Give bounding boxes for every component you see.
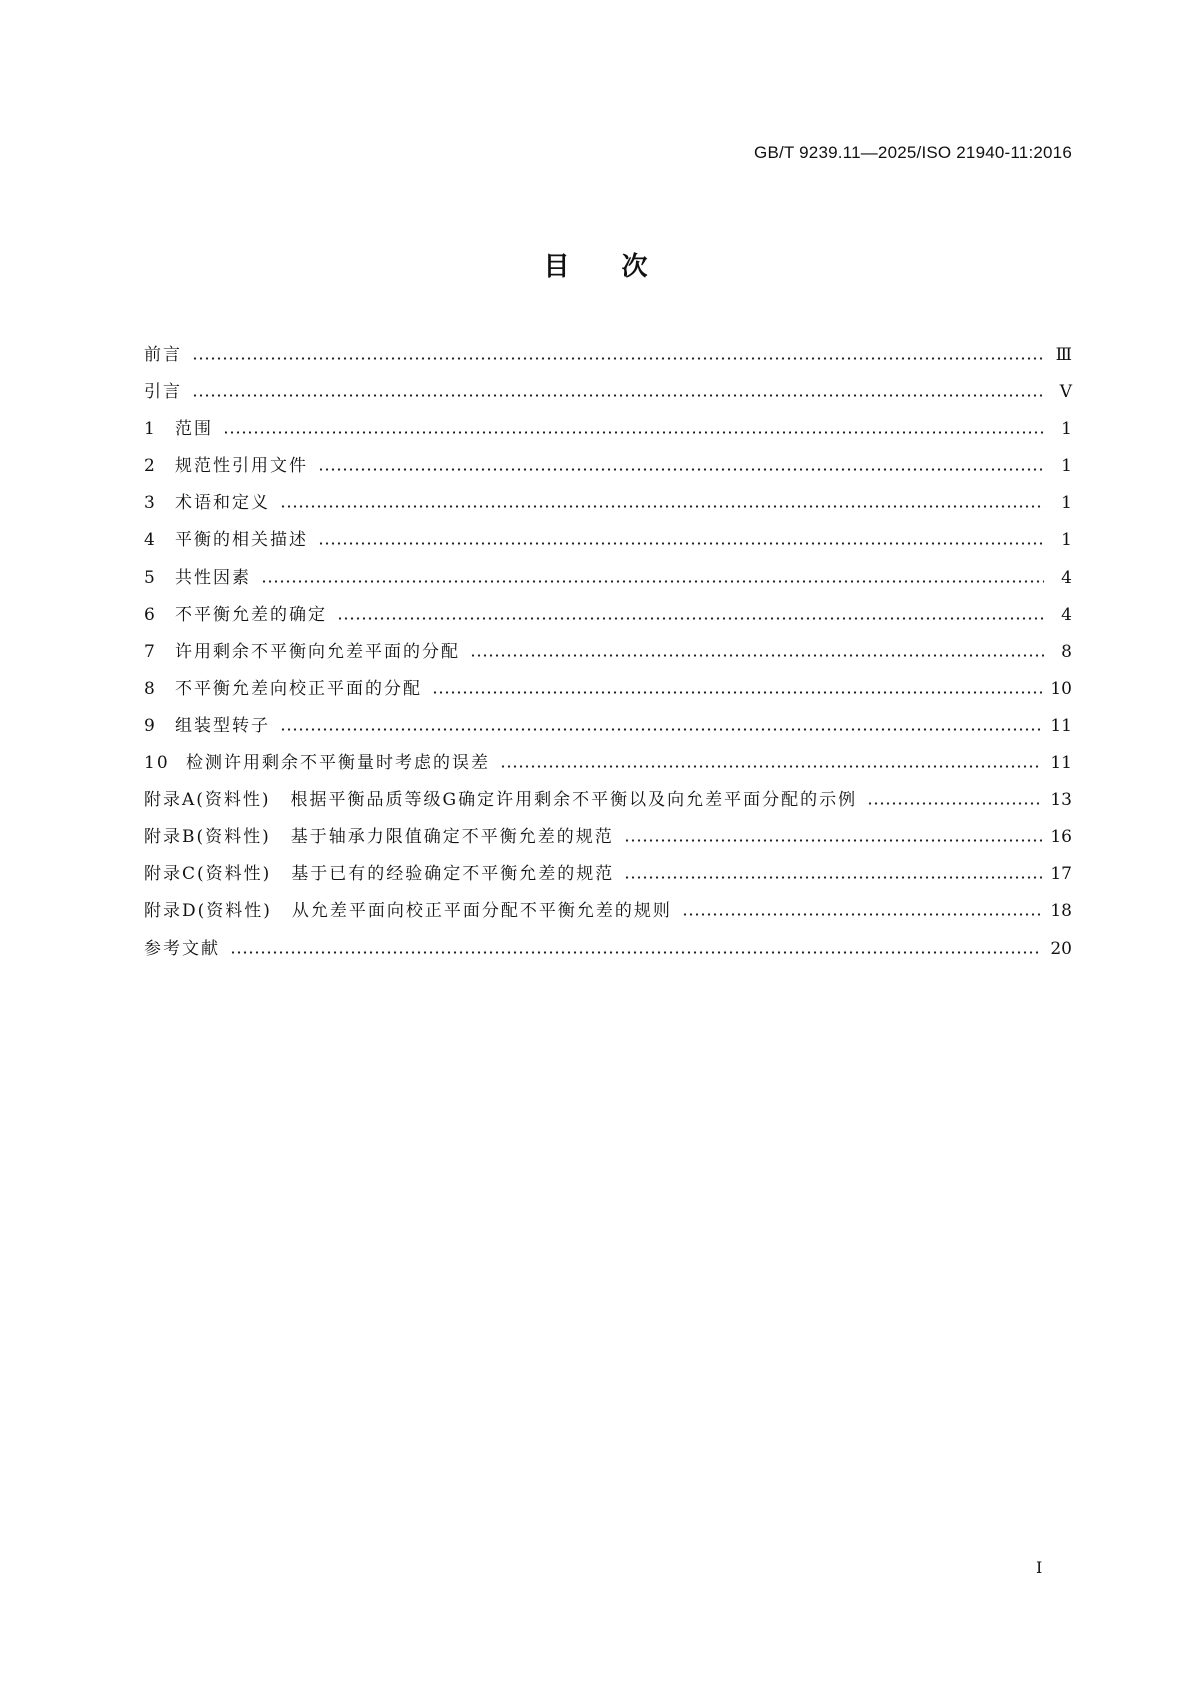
toc-entry-page: 1 [1061, 419, 1072, 440]
toc-entry-label: 共性因素 [175, 567, 251, 588]
toc-entry-page: 18 [1050, 901, 1072, 922]
dot-leader [624, 876, 1042, 879]
toc-entry-number: 2 [144, 456, 157, 477]
toc-entry-label: 检测许用剩余不平衡量时考虑的误差 [186, 753, 490, 774]
toc-entry[interactable] [144, 711, 1072, 748]
toc-entry-page: 13 [1050, 790, 1072, 811]
dot-leader [500, 765, 1042, 768]
toc-entry[interactable] [144, 377, 1072, 414]
toc-entry-page: 20 [1050, 938, 1072, 959]
toc-entry-page: 4 [1061, 567, 1072, 588]
toc-entry-number: 附录B(资料性) [144, 827, 271, 848]
page-title: 目次 [543, 252, 700, 282]
toc-entry[interactable] [144, 748, 1072, 785]
toc-entry-page: 1 [1061, 456, 1072, 477]
toc-entry-label: 参考文献 [144, 938, 220, 959]
toc-entry-page: 11 [1050, 753, 1072, 774]
toc-entry-number: 4 [144, 530, 157, 551]
toc-entry-page: 16 [1050, 827, 1072, 848]
toc-entry-number: 3 [144, 493, 157, 514]
toc-entry[interactable] [144, 822, 1072, 859]
toc-entry-label: 前言 [144, 345, 182, 365]
table-of-contents [144, 340, 1072, 971]
dot-leader [280, 505, 1044, 508]
toc-entry[interactable] [144, 859, 1072, 896]
dot-leader [318, 468, 1044, 471]
toc-entry-label: 组装型转子 [175, 715, 270, 736]
toc-entry-page: 17 [1050, 864, 1072, 885]
toc-entry-number: 5 [144, 567, 157, 588]
toc-entry-label: 不平衡允差向校正平面的分配 [175, 678, 422, 699]
document-header: GB/T 9239.11—2025/ISO 21940-11:2016 [754, 143, 1072, 162]
dot-leader [223, 431, 1044, 434]
dot-leader [470, 654, 1044, 657]
toc-entry-number: 9 [144, 715, 157, 736]
dot-leader [432, 691, 1042, 694]
toc-entry-label: 平衡的相关描述 [175, 530, 308, 551]
dot-leader [682, 913, 1042, 916]
toc-entry-label: 范围 [175, 419, 213, 440]
toc-entry[interactable] [144, 637, 1072, 674]
toc-entry[interactable] [144, 414, 1072, 451]
toc-entry[interactable] [144, 451, 1072, 488]
toc-entry-label: 许用剩余不平衡向允差平面的分配 [175, 641, 460, 662]
toc-entry-page: Ⅲ [1055, 345, 1072, 365]
toc-entry-page: 1 [1061, 493, 1072, 514]
toc-entry-page: 8 [1061, 641, 1072, 662]
toc-entry[interactable] [144, 896, 1072, 933]
toc-entry-page: 4 [1061, 604, 1072, 625]
dot-leader [318, 542, 1044, 545]
toc-entry-page: Ⅴ [1059, 382, 1072, 403]
dot-leader [624, 839, 1043, 842]
dot-leader [192, 357, 1044, 360]
page-number: I [1036, 1558, 1043, 1577]
toc-entry[interactable] [144, 785, 1072, 822]
toc-entry-number: 6 [144, 604, 157, 625]
toc-entry-number: 1 [144, 419, 157, 440]
toc-entry[interactable] [144, 600, 1072, 637]
toc-entry-number: 7 [144, 641, 157, 662]
toc-entry-label: 术语和定义 [175, 493, 270, 514]
toc-entry-label: 引言 [144, 382, 182, 403]
toc-entry-label: 基于轴承力限值确定不平衡允差的规范 [290, 827, 614, 848]
toc-entry-page: 11 [1050, 715, 1072, 736]
dot-leader [337, 617, 1044, 620]
toc-entry[interactable] [144, 525, 1072, 562]
toc-entry-number: 附录C(资料性) [144, 864, 272, 885]
toc-entry-page: 10 [1050, 678, 1072, 699]
dot-leader [280, 728, 1042, 731]
dot-leader [867, 802, 1042, 805]
toc-entry[interactable] [144, 563, 1072, 600]
toc-entry[interactable] [144, 674, 1072, 711]
toc-entry-number: 附录A(资料性) [144, 790, 271, 811]
toc-entry[interactable] [144, 934, 1072, 971]
toc-entry[interactable] [144, 340, 1072, 377]
toc-entry-number: 8 [144, 678, 157, 699]
toc-entry-page: 1 [1061, 530, 1072, 551]
toc-entry-label: 基于已有的经验确定不平衡允差的规范 [291, 864, 615, 885]
toc-entry-label: 不平衡允差的确定 [175, 604, 327, 625]
dot-leader [230, 951, 1042, 954]
toc-entry-label: 根据平衡品质等级G确定许用剩余不平衡以及向允差平面分配的示例 [290, 790, 858, 811]
dot-leader [192, 394, 1044, 397]
toc-entry-number: 10 [144, 753, 170, 774]
toc-entry[interactable] [144, 488, 1072, 525]
dot-leader [261, 580, 1044, 583]
toc-entry-label: 从允差平面向校正平面分配不平衡允差的规则 [291, 901, 672, 922]
toc-entry-label: 规范性引用文件 [175, 456, 308, 477]
toc-entry-number: 附录D(资料性) [144, 901, 272, 922]
